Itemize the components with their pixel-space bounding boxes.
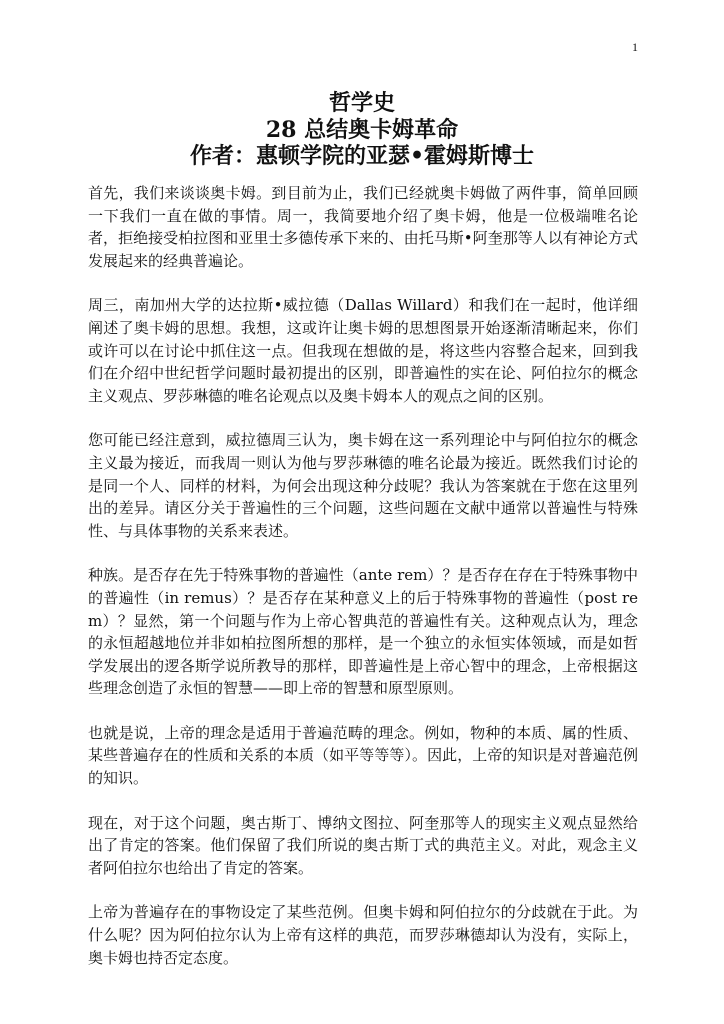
paragraph: 种族。是否存在先于特殊事物的普遍性（ante rem）？是否存在存在于特殊事物中的普遍性（in remus）？是否存在某种意义上的后于特殊事物的普遍性（post rem）？显然，第一个问题与作为上帝心智典范的普遍性有关。这种观点认为，理念的永恒超越地位并非如柏拉图所想的那样，是一个独立的永恒实体领域，而是如哲学发展出的逻各斯学说所教导的那样，即普遍性是上帝心智中的理念，上帝根据这些理念创造了永恒的智慧——即上帝的智慧和原型原则。 (88, 566, 638, 698)
title-block (0, 90, 724, 170)
paragraph: 上帝为普遍存在的事物设定了某些范例。但奥卡姆和阿伯拉尔的分歧就在于此。为什么呢？因为阿伯拉尔认为上帝有这样的典范，而罗莎琳德却认为没有，实际上，奥卡姆也持否定态度。 (88, 903, 638, 967)
document-title: 哲学史 (328, 90, 395, 116)
lecture-title: 28 总结奥卡姆革命 (265, 116, 459, 143)
body-text (88, 182, 638, 991)
paragraph: 您可能已经注意到，威拉德周三认为，奥卡姆在这一系列理论中与阿伯拉尔的概念主义最为接近，而我周一则认为他与罗莎琳德的唯名论最为接近。既然我们讨论的是同一个人、同样的材料，为何会出现这种分歧呢？我认为答案就在于您在这里列出的差异。请区分关于普遍性的三个问题，这些问题在文献中通常以普遍性与特殊性、与具体事物的关系来表述。 (88, 431, 638, 540)
paragraph: 也就是说，上帝的理念是适用于普遍范畴的理念。例如，物种的本质、属的性质、某些普遍存在的性质和关系的本质（如平等等等）。因此，上帝的知识是对普遍范例的知识。 (88, 723, 638, 788)
paragraph: 首先，我们来谈谈奥卡姆。到目前为止，我们已经就奥卡姆做了两件事，简单回顾一下我们一直在做的事情。周一，我简要地介绍了奥卡姆，他是一位极端唯名论者，拒绝接受柏拉图和亚里士多德传承下来的、由托马斯•阿奎那等人以有神论方式发展起来的经典普遍论。 (88, 184, 638, 270)
page-number: 1 (632, 40, 638, 54)
author-line: 作者：惠顿学院的亚瑟•霍姆斯博士 (189, 143, 535, 169)
paragraph: 现在，对于这个问题，奥古斯丁、博纳文图拉、阿奎那等人的现实主义观点显然给出了肯定的答案。他们保留了我们所说的奥古斯丁式的典范主义。对此，观念主义者阿伯拉尔也给出了肯定的答案。 (88, 813, 638, 877)
paragraph: 周三，南加州大学的达拉斯•威拉德（Dallas Willard）和我们在一起时，他详细阐述了奥卡姆的思想。我想，这或许让奥卡姆的思想图景开始逐渐清晰起来，你们或许可以在讨论中抓住这一点。但我现在想做的是，将这些内容整合起来，回到我们在介绍中世纪哲学问题时最初提出的区别，即普遍性的实在论、阿伯拉尔的概念主义观点、罗莎琳德的唯名论观点以及奥卡姆本人的观点之间的区别。 (88, 296, 638, 405)
